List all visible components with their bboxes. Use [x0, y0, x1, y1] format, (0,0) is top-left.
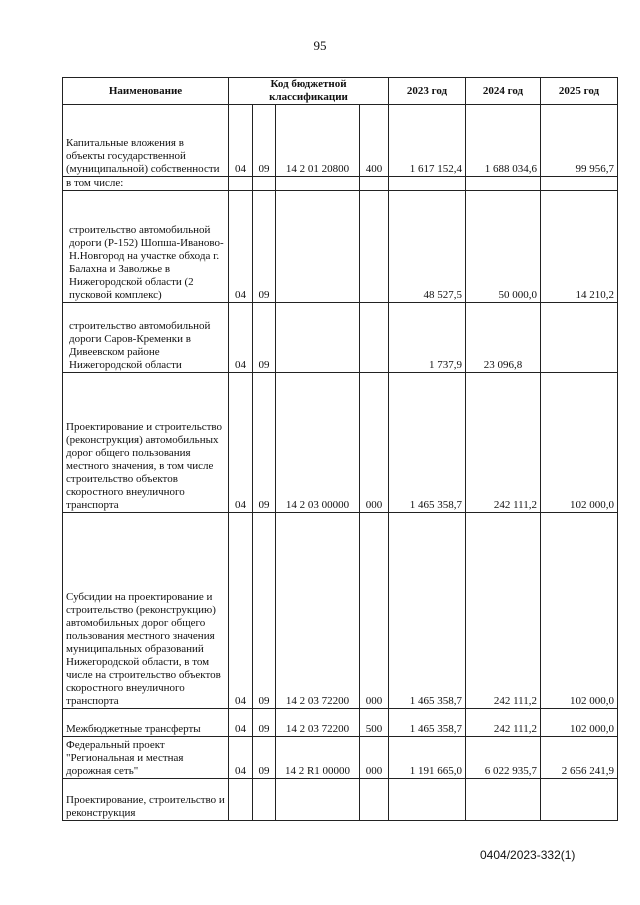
row-rz: 04 — [229, 737, 253, 779]
row-rz: 04 — [229, 303, 253, 373]
table-header-row — [63, 78, 618, 105]
row-pr: 09 — [253, 303, 276, 373]
row-csr — [276, 303, 360, 373]
row-vr: 000 — [360, 373, 389, 513]
table-row — [63, 709, 618, 737]
row-2024: 23 096,8 — [466, 303, 541, 373]
row-2024: 1 688 034,6 — [466, 105, 541, 177]
row-pr: 09 — [253, 709, 276, 737]
row-rz: 04 — [229, 105, 253, 177]
header-name: Наименование — [63, 78, 229, 105]
table-row — [63, 373, 618, 513]
row-2025: 102 000,0 — [541, 513, 618, 709]
row-2025: 14 210,2 — [541, 191, 618, 303]
row-rz: 04 — [229, 191, 253, 303]
row-2025: 99 956,7 — [541, 105, 618, 177]
row-csr: 14 2 03 72200 — [276, 709, 360, 737]
table-row — [63, 191, 618, 303]
row-pr: 09 — [253, 737, 276, 779]
row-rz: 04 — [229, 513, 253, 709]
row-rz — [229, 779, 253, 821]
row-vr: 500 — [360, 709, 389, 737]
page-number: 95 — [313, 38, 327, 53]
row-2024: 50 000,0 — [466, 191, 541, 303]
row-name: строительство автомобильной дороги Саров-Кременки в Дивеевском районе Нижегородской области — [63, 303, 229, 373]
header-code: Код бюджетной классификации — [229, 78, 389, 105]
row-name: Проектирование и строительство (реконструкция) автомобильных дорог общего пользования местного значения, в том числе строительство объектов скоростного внеуличного транспорта — [63, 373, 229, 513]
row-2023: 1 191 665,0 — [389, 737, 466, 779]
row-2025 — [541, 177, 618, 191]
row-name: Межбюджетные трансферты — [63, 709, 229, 737]
row-vr — [360, 303, 389, 373]
row-vr: 000 — [360, 737, 389, 779]
budget-table — [62, 77, 618, 821]
row-name: строительство автомобильной дороги (Р-152) Шопша-Иваново-Н.Новгород на участке обхода г. Балахна и Заволжье в Нижегородской области (2 пусковой комплекс) — [63, 191, 229, 303]
header-2023: 2023 год — [389, 78, 466, 105]
row-vr — [360, 177, 389, 191]
row-csr: 14 2 03 00000 — [276, 373, 360, 513]
row-2025: 102 000,0 — [541, 709, 618, 737]
row-csr — [276, 779, 360, 821]
row-csr: 14 2 R1 00000 — [276, 737, 360, 779]
row-2024: 242 111,2 — [466, 513, 541, 709]
row-2025: 102 000,0 — [541, 373, 618, 513]
row-2023: 1 465 358,7 — [389, 513, 466, 709]
table-row — [63, 737, 618, 779]
row-2024: 6 022 935,7 — [466, 737, 541, 779]
document-code: 0404/2023-332(1) — [480, 848, 576, 862]
row-2024: 242 111,2 — [466, 373, 541, 513]
row-2023: 1 465 358,7 — [389, 709, 466, 737]
row-csr — [276, 191, 360, 303]
row-pr: 09 — [253, 191, 276, 303]
row-2024 — [466, 779, 541, 821]
table-row — [63, 177, 618, 191]
row-vr: 000 — [360, 513, 389, 709]
row-2025: 2 656 241,9 — [541, 737, 618, 779]
row-2024: 242 111,2 — [466, 709, 541, 737]
row-2025 — [541, 303, 618, 373]
row-2023 — [389, 779, 466, 821]
row-name: в том числе: — [63, 177, 229, 191]
row-2023: 1 465 358,7 — [389, 373, 466, 513]
row-rz — [229, 177, 253, 191]
row-2023: 1 617 152,4 — [389, 105, 466, 177]
row-csr: 14 2 01 20800 — [276, 105, 360, 177]
row-pr — [253, 177, 276, 191]
header-2024: 2024 год — [466, 78, 541, 105]
row-rz: 04 — [229, 373, 253, 513]
table-row — [63, 303, 618, 373]
row-csr — [276, 177, 360, 191]
row-pr: 09 — [253, 105, 276, 177]
row-2023: 48 527,5 — [389, 191, 466, 303]
table-row — [63, 779, 618, 821]
row-name: Капитальные вложения в объекты государственной (муниципальной) собственности — [63, 105, 229, 177]
row-csr: 14 2 03 72200 — [276, 513, 360, 709]
row-pr — [253, 779, 276, 821]
row-name: Проектирование, строительство и реконструкция — [63, 779, 229, 821]
row-2023: 1 737,9 — [389, 303, 466, 373]
row-pr: 09 — [253, 513, 276, 709]
row-2025 — [541, 779, 618, 821]
row-vr: 400 — [360, 105, 389, 177]
row-2023 — [389, 177, 466, 191]
row-2024 — [466, 177, 541, 191]
header-2025: 2025 год — [541, 78, 618, 105]
row-name: Субсидии на проектирование и строительство (реконструкцию) автомобильных дорог общего пользования местного значения муниципальных образований Нижегородской области, в том числе на строительство объектов скоростного внеуличного транспорта — [63, 513, 229, 709]
row-vr — [360, 191, 389, 303]
row-name: Федеральный проект "Региональная и местная дорожная сеть" — [63, 737, 229, 779]
row-vr — [360, 779, 389, 821]
table-row — [63, 513, 618, 709]
row-rz: 04 — [229, 709, 253, 737]
row-pr: 09 — [253, 373, 276, 513]
table-row — [63, 105, 618, 177]
